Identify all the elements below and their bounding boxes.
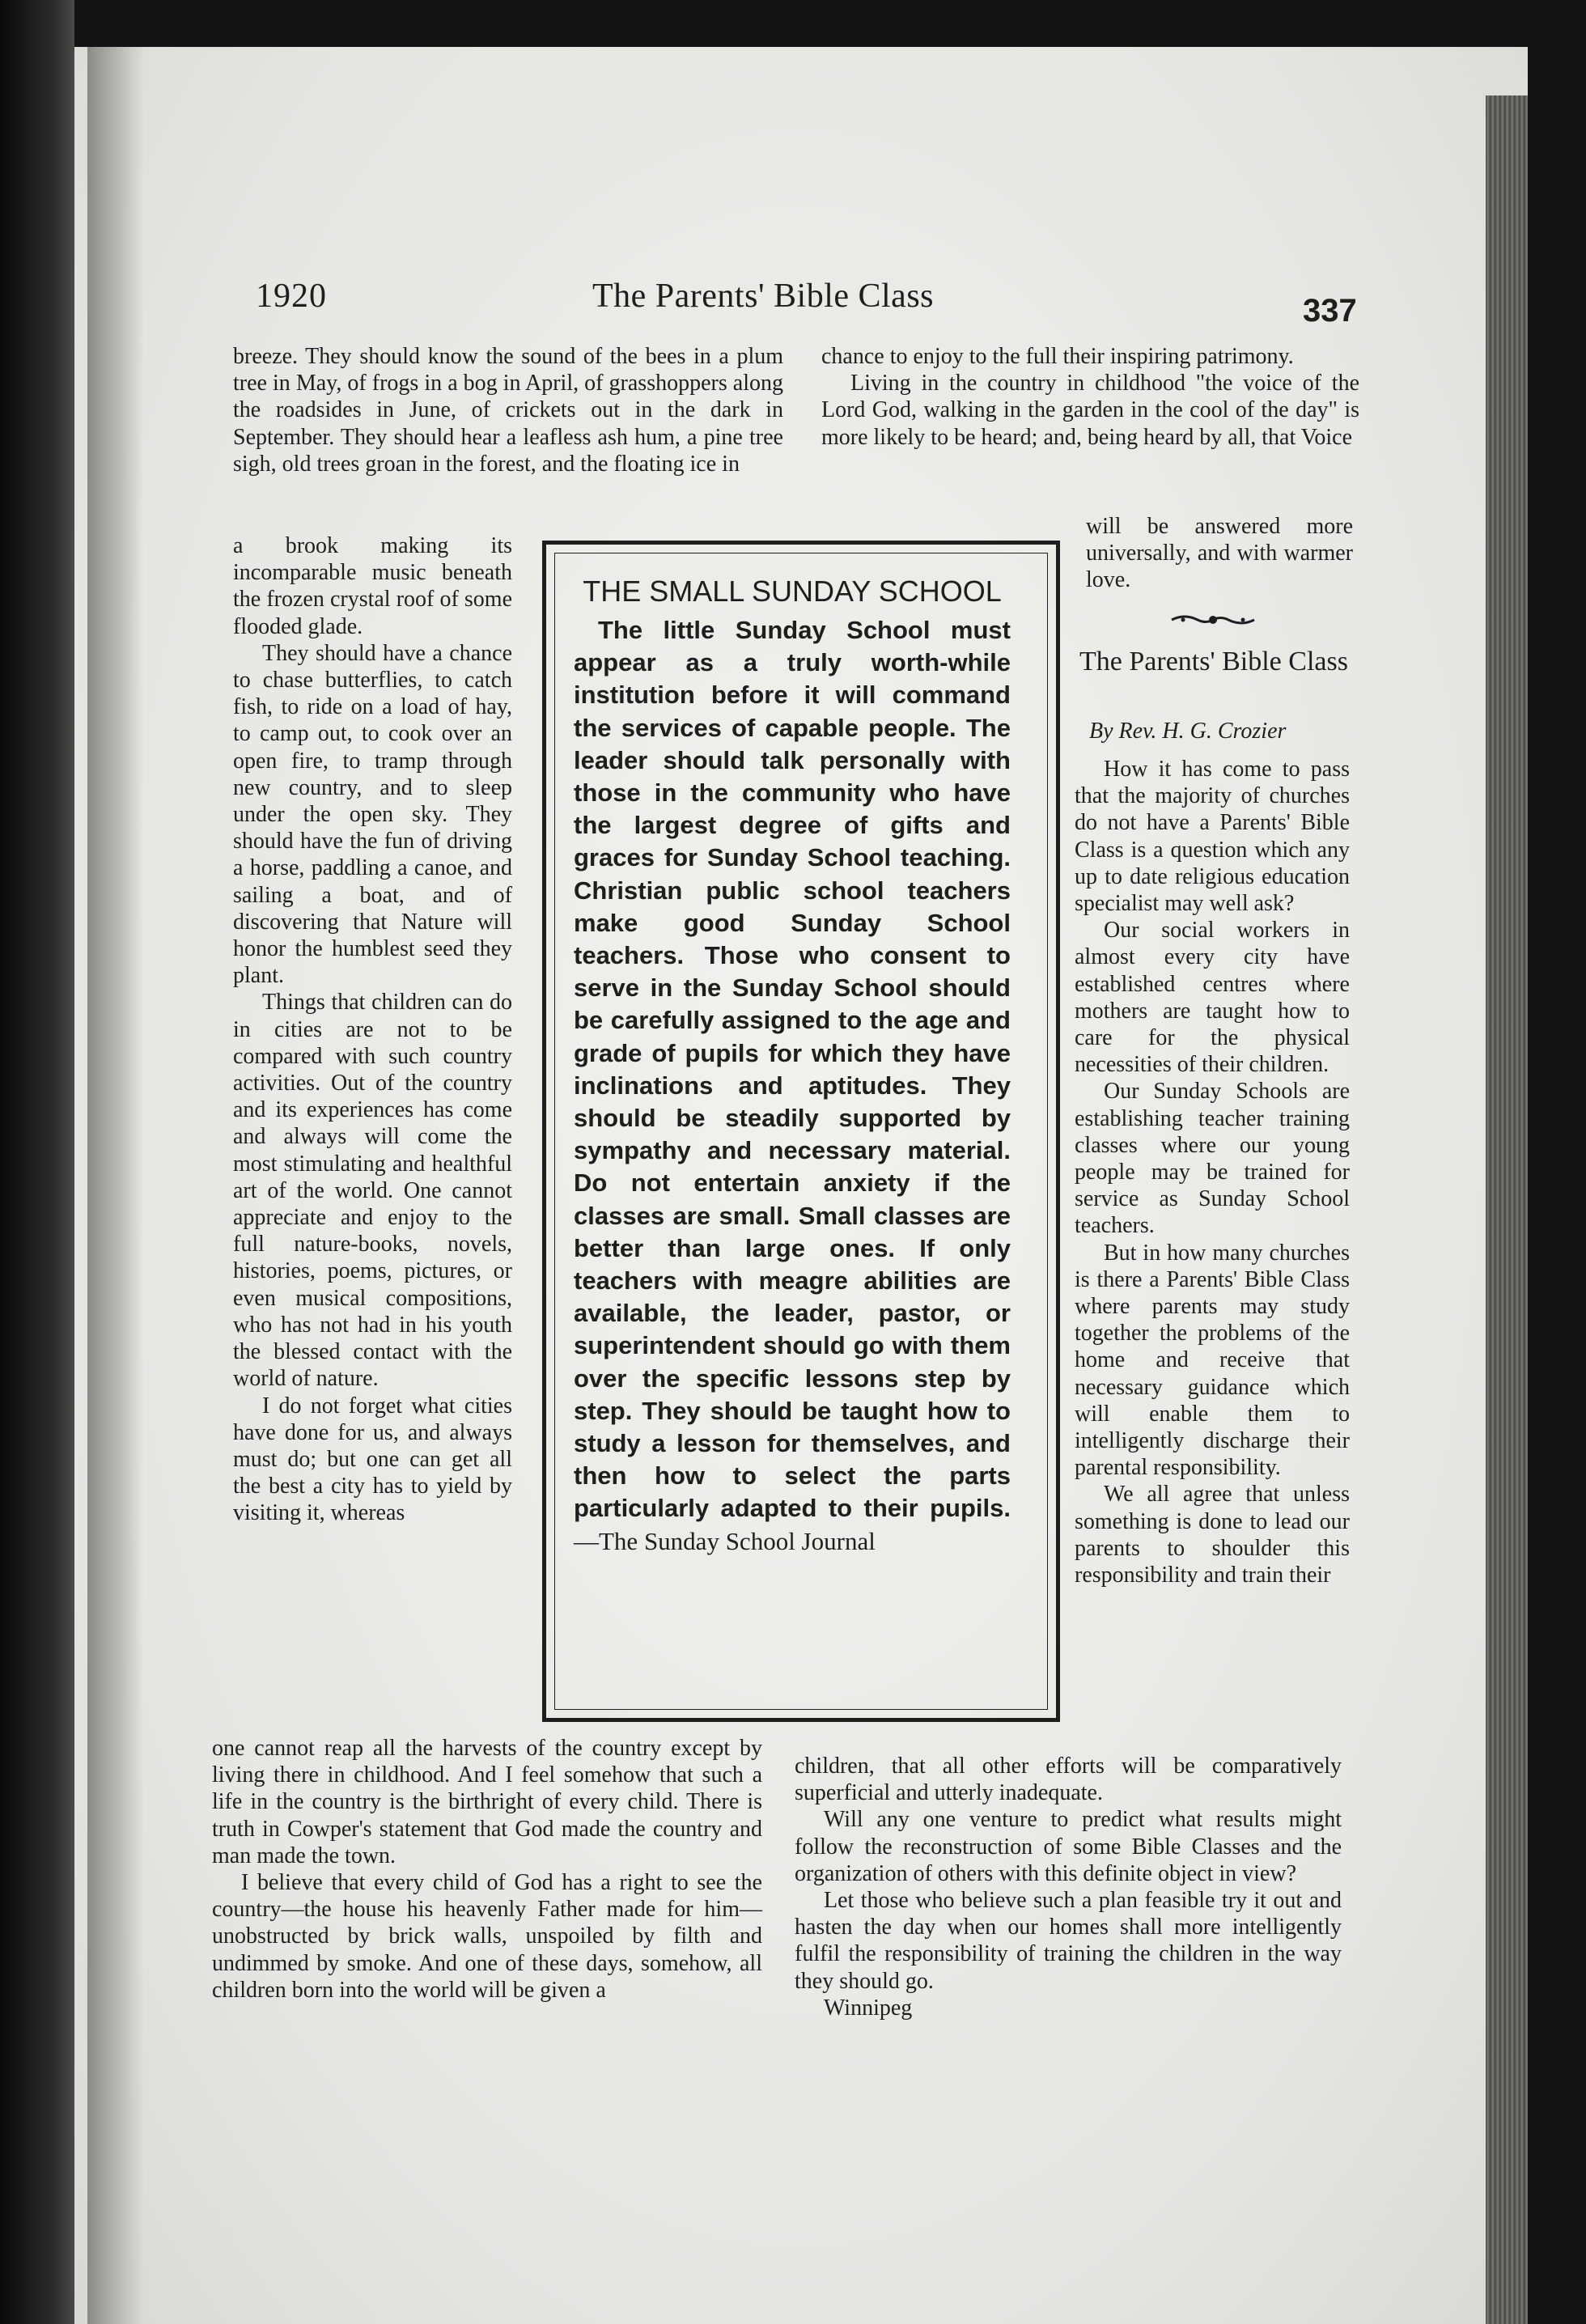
page-binding-shadow bbox=[87, 47, 144, 2324]
paragraph: We all agree that unless something is done to lead our parents to shoulder this responsibility and train their bbox=[1075, 1482, 1350, 1588]
article-title: The Parents' Bible Class bbox=[1079, 647, 1348, 676]
paragraph: I believe that every child of God has a right to see the country—the house his heavenly Father made for him—unobstructed by brick walls, unspoiled by filth and undimmed by smoke. And one of these days, somehow, all children born into the world will be given a bbox=[212, 1870, 762, 2003]
running-head-title: The Parents' Bible Class bbox=[592, 278, 935, 315]
right-column-top bbox=[821, 343, 1359, 451]
right-column-bottom bbox=[795, 1753, 1342, 2021]
page-number: 337 bbox=[1303, 293, 1357, 329]
left-column-narrow bbox=[233, 532, 512, 1527]
paragraph: children, that all other efforts will be comparatively superficial and utterly inadequate. bbox=[795, 1754, 1342, 1806]
scan-border bbox=[0, 0, 74, 2324]
sidebar-text bbox=[574, 614, 1011, 1558]
sidebar-body: The little Sunday School must appear as a truly worth-while institution before it will command the services of capable people. The leader should talk personally with those in the community who have the largest degree of gifts and graces for Sunday School teaching. Christian public school teachers make good Sunday School teachers. Those who consent to serve in the Sunday School should be carefully assigned to the age and grade of pupils for which they have inclinations and aptitudes. They should be steadily supported by sympathy and necessary material. Do not entertain anxiety if the classes are small. Small classes are better than large ones. If only teachers with meagre abilities are available, the leader, pastor, or superintendent should go with them over the specific lessons step by step. They should be taught how to study a lesson for themselves, and then how to select the parts particularly adapted to their pupils. bbox=[574, 616, 1011, 1523]
paragraph: I do not forget what cities have done for us, and always must do; but one can get all the best a city has to yield by visiting it, whereas bbox=[233, 1393, 512, 1526]
sidebar-credit: —The Sunday School Journal bbox=[574, 1526, 876, 1555]
ornament-icon bbox=[1168, 610, 1257, 630]
left-column-bottom bbox=[212, 1735, 762, 2004]
paragraph: Our Sunday Schools are establishing teacher training classes where our young people may be trained for service as Sunday School teachers. bbox=[1075, 1079, 1350, 1239]
paragraph: They should have a chance to chase butterflies, to catch fish, to ride on a load of hay, to camp out, to cook over an open fire, to tramp through new country, and to sleep under the open sky. They should have the fun of driving a horse, paddling a canoe, and sailing a boat, and of discovering that Nature will honor the humblest seed they plant. bbox=[233, 640, 512, 989]
paragraph: Will any one venture to predict what results might follow the reconstruction of some Bible Classes and the organization of others with this definite object in view? bbox=[795, 1807, 1342, 1886]
paragraph: a brook making its incomparable music beneath the frozen crystal roof of some flooded glade. bbox=[233, 533, 512, 639]
right-column-narrow-top bbox=[1086, 513, 1353, 594]
paragraph: Things that children can do in cities are not to be compared with such country activities. Out of the country and its experiences has come and always will come the most stimulating and healthful art of the world. One cannot appreciate and enjoy to the full nature-books, novels, histories, poems, pictures, or even musical compositions, who has not had in his youth the blessed contact with the world of nature. bbox=[233, 990, 512, 1392]
sidebar-title: THE SMALL SUNDAY SCHOOL bbox=[583, 575, 1002, 608]
paragraph: Living in the country in childhood "the voice of the Lord God, walking in the garden in the cool of the day" is more likely to be heard; and, being heard by all, that Voice bbox=[821, 371, 1359, 450]
running-head-year: 1920 bbox=[256, 278, 327, 315]
paragraph: will be answered more universally, and with warmer love. bbox=[1086, 514, 1353, 593]
paragraph: Our social workers in almost every city have established centres where mothers are taught how to care for the physical necessities of their children. bbox=[1075, 918, 1350, 1078]
paragraph: Let those who believe such a plan feasible try it out and hasten the day when our homes shall more intelligently fulfil the responsibility of training the children in the way they should go. bbox=[795, 1888, 1342, 1994]
paragraph: one cannot reap all the harvests of the country except by living there in childhood. And I feel somehow that such a life in the country is the birthright of every child. There is truth in Cowper's statement that God made the country and man made the town. bbox=[212, 1736, 762, 1868]
signature-place: Winnipeg bbox=[824, 1995, 913, 2021]
paragraph: How it has come to pass that the majority of churches do not have a Parents' Bible Class is a question which any up to date religious education specialist may well ask? bbox=[1075, 757, 1350, 917]
paragraph: But in how many churches is there a Parents' Bible Class where parents may study together the problems of the home and receive that necessary guidance which will enable them to intelligently discharge their parental responsibility. bbox=[1075, 1240, 1350, 1481]
article-body bbox=[1075, 756, 1350, 1588]
sidebar-box-content bbox=[574, 575, 1011, 1558]
paragraph: chance to enjoy to the full their inspiring patrimony. bbox=[821, 344, 1294, 369]
paragraph: breeze. They should know the sound of the bees in a plum tree in May, of frogs in a bog in April, of grasshoppers along the roadsides in June, of crickets out in the dark in September. They should hear a leafless ash hum, a pine tree sigh, old trees groan in the forest, and the floating ice in bbox=[233, 344, 783, 477]
page-fore-edge bbox=[1486, 95, 1528, 2324]
article-byline: By Rev. H. G. Crozier bbox=[1089, 719, 1287, 744]
sidebar-box bbox=[542, 541, 1060, 1722]
left-column-top bbox=[233, 343, 783, 477]
